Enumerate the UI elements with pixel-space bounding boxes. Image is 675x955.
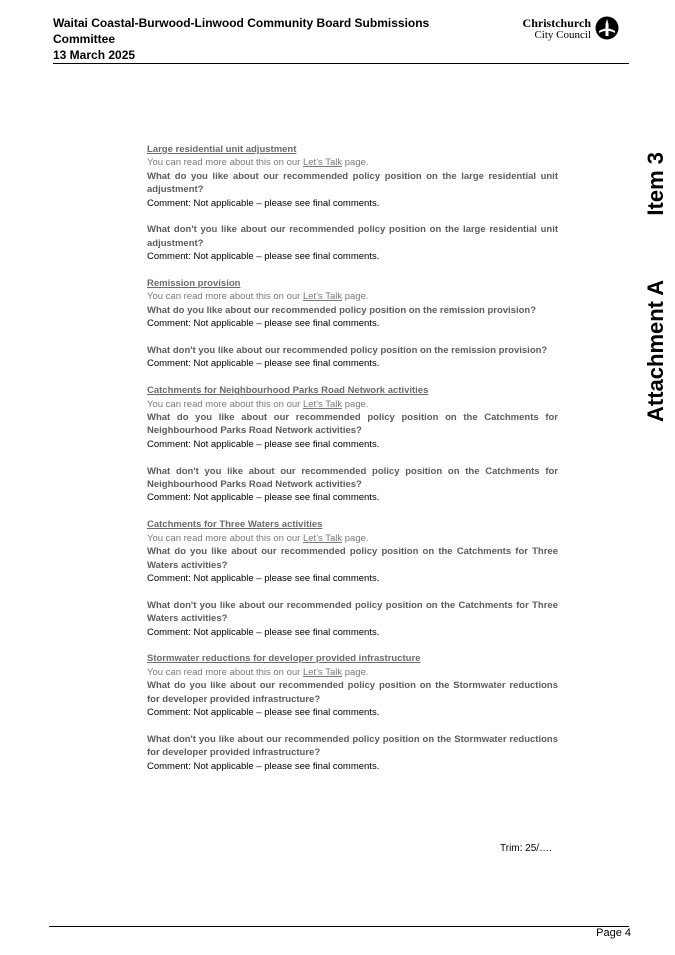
- dislike-comment: Comment: Not applicable – please see final comments.: [147, 492, 380, 504]
- read-more-line: You can read more about this on our Let's Talk page.: [147, 157, 369, 169]
- dislike-comment: Comment: Not applicable – please see final comments.: [147, 251, 380, 263]
- lets-talk-link[interactable]: Let's Talk: [302, 291, 343, 303]
- policy-section: [147, 384, 558, 505]
- like-comment: Comment: Not applicable – please see final comments.: [147, 706, 380, 718]
- header-title: Waitai Coastal-Burwood-Linwood Community Board Submissions Committee: [53, 16, 430, 46]
- lets-talk-link[interactable]: Let's Talk: [302, 398, 343, 410]
- logo-line-1: Christchurch: [522, 16, 591, 30]
- footer-rule: [49, 926, 629, 927]
- trim-reference: Trim: 25/….: [500, 843, 552, 854]
- policy-section: [147, 143, 558, 264]
- policy-section: [147, 277, 558, 371]
- section-title: Remission provision: [147, 278, 241, 290]
- lets-talk-link[interactable]: Let's Talk: [302, 157, 343, 169]
- dislike-question: What don't you like about our recommended policy position on the Catchments for Three Waters activities?: [147, 599, 558, 625]
- like-comment: Comment: Not applicable – please see final comments.: [147, 572, 380, 584]
- dislike-comment: Comment: Not applicable – please see final comments.: [147, 358, 380, 370]
- logo-line-2: City Council: [534, 29, 591, 41]
- read-more-line: You can read more about this on our Let's Talk page.: [147, 398, 369, 410]
- section-title: Catchments for Three Waters activities: [147, 519, 323, 531]
- dislike-comment: Comment: Not applicable – please see final comments.: [147, 626, 380, 638]
- like-question: What do you like about our recommended policy position on the Catchments for Three Waters activities?: [147, 546, 558, 571]
- attachment-side-label: [641, 152, 671, 422]
- submission-content: [147, 143, 558, 786]
- policy-section: [147, 652, 558, 773]
- like-comment: Comment: Not applicable – please see final comments.: [147, 318, 380, 330]
- dislike-question: What don't you like about our recommended policy position on the Catchments for Neighbourhood Parks Road Network activities?: [147, 465, 558, 491]
- item-label: Item 3: [643, 152, 668, 216]
- dislike-question: What don't you like about our recommended policy position on the Stormwater reductions for developer provided infrastructure?: [147, 733, 558, 759]
- like-comment: Comment: Not applicable – please see final comments.: [147, 197, 380, 209]
- document-header: [53, 15, 453, 63]
- like-question: What do you like about our recommended policy position on the large residential unit adjustment?: [147, 170, 558, 196]
- section-title: Stormwater reductions for developer provided infrastructure: [147, 653, 421, 665]
- section-title: Catchments for Neighbourhood Parks Road Network activities: [147, 385, 429, 397]
- header-date: 13 March 2025: [53, 48, 136, 62]
- like-question: What do you like about our recommended policy position on the Stormwater reductions for developer provided infrastructure?: [147, 680, 558, 705]
- dislike-comment: Comment: Not applicable – please see final comments.: [147, 760, 380, 772]
- header-rule: [53, 63, 629, 64]
- cathedral-logo-icon: [595, 16, 619, 40]
- section-title: Large residential unit adjustment: [147, 144, 297, 155]
- lets-talk-link[interactable]: Let's Talk: [302, 666, 343, 678]
- like-question: What do you like about our recommended policy position on the Catchments for Neighbourhood Parks Road Network activities?: [147, 412, 558, 437]
- dislike-question: What don't you like about our recommended policy position on the remission provision?: [147, 345, 548, 357]
- like-question: What do you like about our recommended policy position on the remission provision?: [147, 304, 537, 316]
- attachment-label: Attachment A: [643, 279, 668, 422]
- read-more-line: You can read more about this on our Let's Talk page.: [147, 532, 369, 544]
- like-comment: Comment: Not applicable – please see final comments.: [147, 438, 380, 450]
- read-more-line: You can read more about this on our Let's Talk page.: [147, 666, 369, 678]
- read-more-line: You can read more about this on our Let's Talk page.: [147, 291, 369, 303]
- dislike-question: What don't you like about our recommended policy position on the large residential unit adjustment?: [147, 224, 558, 249]
- lets-talk-link[interactable]: Let's Talk: [302, 532, 343, 544]
- page-number: Page 4: [596, 927, 631, 939]
- council-logo: [511, 16, 619, 44]
- policy-section: [147, 518, 558, 639]
